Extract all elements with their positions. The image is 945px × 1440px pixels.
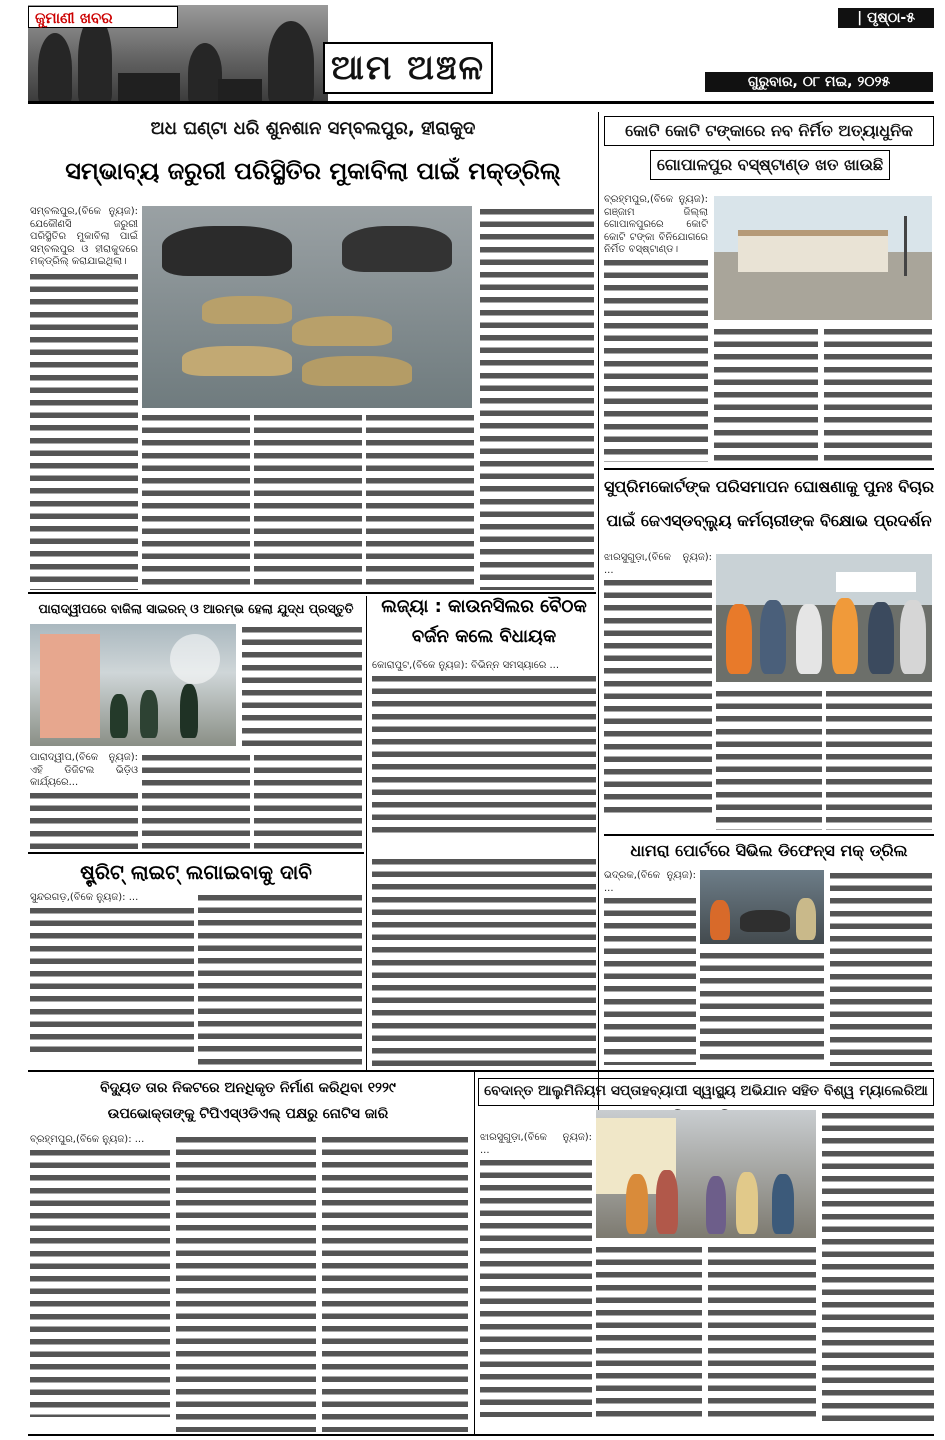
dhamara-dateline: ଭଦ୍ରକ,(ବିକେ ନ୍ୟୁଜ): ... [604, 870, 696, 894]
vedanta-dateline: ଝାରସୁଗୁଡ଼ା,(ବିକେ ନ୍ୟୁଜ): ... [480, 1132, 592, 1156]
vedanta-text-col4 [822, 1110, 934, 1422]
article-divider [28, 852, 364, 854]
gopalpur-headline-2: ଗୋପାଳପୁର ବସ୍‌ଷ୍ଟାଣ୍ଡ ଖତ ଖାଉଛି [650, 150, 890, 180]
streetlight-body-lines [30, 905, 194, 1055]
article-divider [604, 468, 934, 470]
vedanta-body-lines [480, 1157, 592, 1417]
dhamara-text-col1 [604, 870, 696, 1066]
vedanta-text-col3 [708, 1244, 816, 1422]
council-headline-1: ଲଜ୍ୟା : କାଉନସିଲର ବୈଠକ [381, 596, 587, 617]
vedanta-text-col1 [480, 1132, 592, 1422]
paradeep-headline: ପାରାଦ୍ୱୀପରେ ବାଜିଲା ସାଇରନ୍ ଓ ଆରମ୍ଭ ହେଲା ଯୁଦ୍ଧ ପ୍ରସ୍ତୁତି [38, 601, 354, 616]
vedanta-health-camp-photo [596, 1110, 816, 1238]
mockdrill-text-col2 [142, 412, 250, 590]
supreme-headline-2: ପାଇଁ ଜେଏସ୍‌ଡବ୍ଲ୍ୟୁ କର୍ମଚାରୀଙ୍କ ବିକ୍ଷୋଭ ପ୍ରଦର୍ଶନ [606, 511, 932, 530]
newspaper-brand: ଜୁମାଣୀ ଖବର [28, 6, 178, 28]
tpsodl-text-col3 [322, 1134, 468, 1432]
mockdrill-text-col4 [366, 412, 474, 590]
council-dateline: କୋରାପୁଟ,(ବିକେ ନ୍ୟୁଜ): ବିଭିନ୍ନ ସମସ୍ୟାରେ ... [372, 660, 560, 671]
streetlight-text-col1 [30, 892, 194, 1068]
vedanta-headline: ବେଦାନ୍ତ ଆଲୁମିନିୟମ ସପ୍ତାହବ୍ୟାପୀ ସ୍ୱାସ୍ଥ୍ୟ ଅଭିଯାନ ସହିତ ବିଶ୍ୱ ମ୍ୟାଲେରିଆ [478, 1078, 934, 1106]
tpsodl-body-lines [30, 1147, 170, 1417]
gopalpur-text-col1 [604, 194, 708, 462]
paradeep-dateline: ପାରାଦ୍ୱୀପ,(ବିକେ ନ୍ୟୁଜ): ଏହି ଡିଜିଟଲ ଭିଡ଼ିଓ କାର୍ଯ୍ୟରେ... [30, 752, 138, 789]
column-divider [474, 1072, 475, 1434]
mockdrill-text-col5 [480, 206, 594, 590]
council-text-continued [372, 856, 596, 1068]
section-title: ଆମ ଅଞ୍ଚଳ [323, 42, 493, 94]
dhamara-body-lines [604, 895, 696, 1065]
gopalpur-text-col2 [714, 326, 818, 462]
gopalpur-headline-1: କୋଟି କୋଟି ଟଙ୍କାରେ ନବ ନିର୍ମିତ ଅତ୍ୟାଧୁନିକ [604, 116, 934, 146]
tpsodl-text-col2 [176, 1134, 316, 1432]
paradeep-drill-photo [30, 624, 236, 746]
supreme-headline-1: ସୁପ୍ରିମକୋର୍ଟଙ୍କ ପରିସମାପନ ଘୋଷଣାକୁ ପୁନଃ ବିଚାର [604, 477, 935, 496]
article-divider [28, 1070, 934, 1072]
streetlight-headline: ଷ୍ଟ୍ରିଟ୍ ଲାଇଟ୍ ଲଗାଇବାକୁ ଦାବି [80, 860, 312, 884]
paradeep-text-col3 [142, 752, 250, 850]
council-text [372, 660, 596, 850]
tpsodl-text-col1 [30, 1134, 170, 1432]
supreme-protest-photo [716, 554, 932, 682]
mockdrill-headline: ସମ୍ଭାବ୍ୟ ଜରୁରୀ ପରିସ୍ଥିତିର ମୁକାବିଲା ପାଇଁ ମକ୍‌ଡ୍ରିଲ୍ [65, 157, 561, 185]
article-divider [604, 834, 934, 836]
masthead-rule [28, 101, 934, 104]
mockdrill-photo [142, 206, 472, 408]
mockdrill-body-lines [30, 271, 138, 590]
supreme-text-col2 [716, 688, 822, 830]
dhamara-drill-photo [700, 870, 824, 944]
dhamara-text-col3 [830, 870, 932, 1066]
tpsodl-headline-1: ବିଦ୍ୟୁତ ତାର ନିକଟରେ ଅନଧିକୃତ ନିର୍ମାଣ କରିଥିବା ୧୨୨୯ [100, 1080, 396, 1096]
tpsodl-headline-2: ଉପଭୋକ୍ତାଙ୍କୁ ଟିପିଏସ୍‌ଓଡିଏଲ୍ ପକ୍ଷରୁ ନୋଟିସ ଜାରି [107, 1106, 389, 1122]
page-number: | ପୃଷ୍ଠା-୫ [838, 8, 934, 28]
supreme-text-col1 [604, 552, 712, 830]
masthead [0, 0, 945, 110]
gopalpur-body-lines [604, 257, 708, 462]
paradeep-text-col2 [30, 752, 138, 850]
mockdrill-text-col3 [254, 412, 362, 590]
supreme-body-lines [604, 577, 712, 817]
gopalpur-dateline: ବ୍ରହ୍ମପୁର,(ବିକେ ନ୍ୟୁଜ): ଗଞ୍ଜାମ ଜିଲ୍ଲା ଗୋପାଳପୁରରେ କୋଟି କୋଟି ଟଙ୍କା ବିନିଯୋଗରେ ନିର୍ମିତ ବସ୍‌ଷ୍ଟାଣ୍ଡ। [604, 194, 708, 256]
council-headline-2: ବର୍ଜନ କଲେ ବିଧାୟକ [411, 626, 557, 647]
issue-date: ଗୁରୁବାର, ୦୮ ମଇ, ୨୦୨୫ [705, 72, 933, 92]
streetlight-text-col2 [198, 892, 362, 1068]
paradeep-text-col1 [242, 624, 362, 746]
dhamara-headline: ଧାମରା ପୋର୍ଟରେ ସିଭିଲ ଡିଫେନ୍ସ ମକ୍ ଡ୍ରିଲ [630, 841, 908, 860]
vedanta-text-col2 [596, 1244, 702, 1422]
mockdrill-text-col1 [30, 206, 138, 590]
gopalpur-busstand-photo [714, 196, 932, 320]
page-bottom-rule [28, 1434, 934, 1436]
dhamara-text-col2 [700, 950, 824, 1066]
supreme-text-col3 [826, 688, 932, 830]
supreme-dateline: ଝାରସୁଗୁଡ଼ା,(ବିକେ ନ୍ୟୁଜ): ... [604, 552, 712, 576]
paradeep-text-col4 [254, 752, 362, 850]
paradeep-body-lines [30, 790, 138, 850]
mockdrill-kicker: ଅଧ ଘଣ୍ଟା ଧରି ଶୁନଶାନ ସମ୍ବଲପୁର, ହୀରାକୁଦ [150, 118, 476, 139]
gopalpur-text-col3 [824, 326, 932, 462]
column-divider [598, 112, 599, 1160]
column-divider [366, 596, 367, 1070]
tpsodl-dateline: ବ୍ରହ୍ମପୁର,(ବିକେ ନ୍ୟୁଜ): ... [30, 1134, 145, 1145]
council-body-lines [372, 673, 596, 833]
mockdrill-dateline: ସମ୍ବଲପୁର,(ବିକେ ନ୍ୟୁଜ): ଯେକୌଣସି ଜରୁରୀ ପରିସ୍ଥିତିର ମୁକାବିଲା ପାଇଁ ସମ୍ବଲପୁର ଓ ହୀରାକୁଦରେ ମକ୍‌ଡ୍ରିଲ୍ କରାଯାଇଥିଲା। [30, 206, 138, 268]
streetlight-dateline: ସୁନ୍ଦରଗଡ଼,(ବିକେ ନ୍ୟୁଜ): ... [30, 892, 139, 903]
